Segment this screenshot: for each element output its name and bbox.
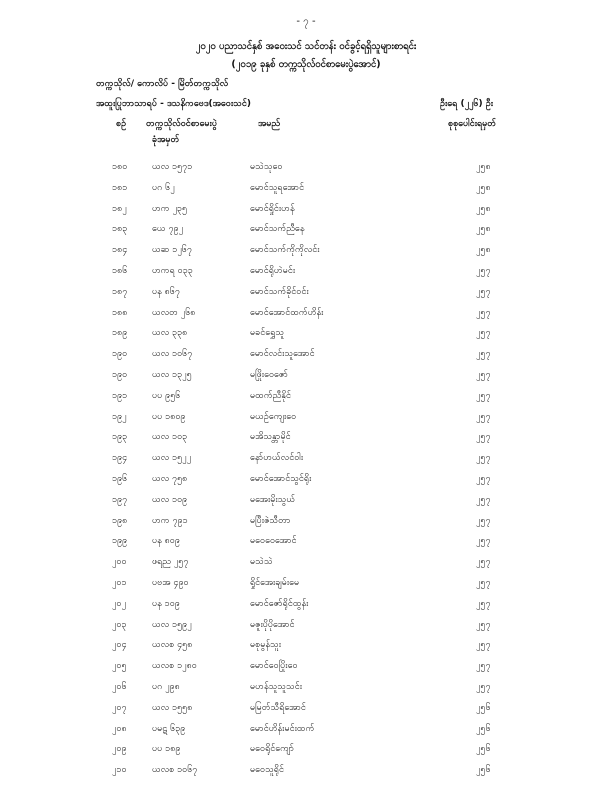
- row-number: ၁၈၄: [112, 245, 128, 256]
- total-mark: ၂၅၈: [476, 162, 491, 172]
- student-name: မောင်ဝေပြိုးဝေ: [250, 661, 298, 672]
- roll-number: ပမဋ ၆၃၉: [152, 723, 186, 734]
- student-name: မဖြိုးဝေဇော်: [250, 369, 288, 380]
- table-row: [0, 407, 612, 428]
- roll-number: ပဂ ၂၉၈: [152, 681, 180, 692]
- student-name: မအိသန္တာမိုင်: [250, 432, 291, 443]
- column-header-roll-sub: ခုံအမှတ်: [152, 135, 180, 145]
- roll-number: ပန ၁၀၉: [152, 598, 180, 609]
- row-number: ၁၈၆: [112, 265, 128, 276]
- total-mark: ၂၅၇: [476, 598, 491, 609]
- roll-number: ပဗအ ၄၉၀: [152, 577, 189, 588]
- total-mark: ၂၅၇: [476, 577, 491, 588]
- row-number: ၁၉၉: [112, 536, 128, 547]
- roll-number: ယလ ၁၃၂၅: [152, 369, 192, 380]
- row-number: ၁၉၃: [112, 432, 128, 443]
- roll-number: ယလစ ၁၂၈၀: [152, 661, 197, 672]
- row-number: ၁၉၁: [112, 390, 128, 401]
- row-number: ၁၉၄: [112, 453, 128, 464]
- total-count: ဦးရေ (၂၂၆) ဦး: [440, 99, 494, 109]
- table-row: [0, 303, 612, 324]
- total-mark: ၂၅၇: [476, 515, 491, 526]
- total-mark: ၂၅၇: [476, 328, 491, 339]
- roll-number: ယေ ၇၉၂: [152, 224, 184, 235]
- student-name: မခင်ရွှေသူ: [250, 328, 285, 339]
- column-header-name: အမည်: [258, 119, 281, 129]
- row-number: ၂၀၆: [112, 681, 127, 692]
- total-mark: ၂၅၆: [476, 744, 491, 755]
- university-line: တက္ကသိုလ်/ ကောလိပ် - မြိတ်တက္ကသိုလ်: [96, 79, 229, 89]
- row-number: ၂၀၈: [112, 723, 127, 734]
- student-table: [0, 157, 612, 781]
- column-header-no: စဉ်: [116, 119, 127, 129]
- total-mark: ၂၅၇: [476, 349, 491, 360]
- row-number: ၂၁၀: [112, 765, 127, 776]
- roll-number: ယလ ၁၅၂၂: [152, 453, 192, 464]
- total-mark: ၂၅၇: [476, 432, 491, 443]
- roll-number: ဟက ၇၉၁: [152, 515, 188, 526]
- table-row: [0, 511, 612, 532]
- roll-number: ပပ ၁၈၀၉: [152, 411, 186, 422]
- total-mark: ၂၅၇: [476, 681, 491, 692]
- row-number: ၂၀၄: [112, 640, 127, 651]
- column-header-roll: တက္ကသိုလ်ဝင်စာမေးပွဲ: [146, 119, 217, 129]
- table-row: [0, 615, 612, 636]
- student-name: မောင်ဟိန်းမင်းထက်: [250, 723, 315, 734]
- table-row: [0, 677, 612, 698]
- table-row: [0, 594, 612, 615]
- roll-number: ယလ ၁၀၆၇: [152, 349, 193, 360]
- row-number: ၁၈၇: [112, 286, 128, 297]
- table-row: [0, 698, 612, 719]
- roll-number: ဟကရ ၀၃၃: [152, 265, 193, 276]
- row-number: ၁၈၀: [112, 162, 128, 172]
- total-mark: ၂၅၇: [476, 411, 491, 422]
- row-number: ၁၈၈: [112, 307, 128, 318]
- student-name: မအေးမိုးသွယ်: [250, 494, 296, 505]
- table-row: [0, 344, 612, 365]
- row-number: ၁၉၆: [112, 473, 128, 484]
- row-number: ၁၉၈: [112, 515, 128, 526]
- table-row: [0, 365, 612, 386]
- document-title: ၂၀၂၀ ပညာသင်နှစ် အဝေးသင် သင်တန်း ဝင်ခွင့်ရရှိသူများစာရင်း: [195, 41, 417, 52]
- total-mark: ၂၅၇: [476, 286, 491, 297]
- document-subtitle: (၂၀၁၉ ခုနှစ် တက္ကသိုလ်ဝင်စာမေးပွဲအောင်): [231, 59, 381, 70]
- row-number: ၂၀၇: [112, 702, 127, 713]
- student-name: မဟန်သူသူသင်း: [250, 681, 302, 692]
- roll-number: ပပ ၉၅၆: [152, 390, 181, 401]
- row-number: ၁၉၇: [112, 494, 128, 505]
- roll-number: ယဆ ၁၂၆၇: [152, 245, 192, 256]
- student-name: မဝေရိုင်ကျော်: [250, 744, 295, 755]
- roll-number: ယလ ၁၅၇၁: [152, 162, 193, 172]
- student-name: မောင်သူရအောင်: [250, 182, 305, 193]
- student-name: မမြတ်သီရိအောင်: [250, 702, 306, 713]
- table-row: [0, 448, 612, 469]
- column-header-mark: စုစုပေါင်းရမှတ်: [448, 119, 497, 129]
- student-name: မောင်သက်ခိုင်ဝင်း: [250, 286, 309, 297]
- student-name: မဝေဝေအောင်: [250, 536, 297, 547]
- student-name: မောင်အောင်ထက်ဟိန်း: [250, 307, 324, 318]
- total-mark: ၂၅၈: [476, 182, 491, 193]
- student-name: မောင်သက်ကိုကိုလင်း: [250, 245, 320, 256]
- roll-number: ယလ ၁၀၉: [152, 494, 188, 505]
- student-name: မဝေသူရိုင်: [250, 765, 284, 776]
- roll-number: ယလ ၇၅၈: [152, 473, 188, 484]
- total-mark: ၂၅၆: [476, 765, 491, 776]
- table-row: [0, 282, 612, 303]
- table-row: [0, 199, 612, 220]
- total-mark: ၂၅၆: [476, 723, 491, 734]
- total-mark: ၂၅၇: [476, 536, 491, 547]
- student-name: မသဲသုဝေ: [250, 162, 283, 172]
- table-row: [0, 427, 612, 448]
- table-row: [0, 219, 612, 240]
- total-mark: ၂၅၇: [476, 265, 491, 276]
- row-number: ၁၈၉: [112, 328, 128, 339]
- total-mark: ၂၅၇: [476, 557, 491, 568]
- table-row: [0, 157, 612, 178]
- table-row: [0, 323, 612, 344]
- table-row: [0, 635, 612, 656]
- row-number: ၂၀၂: [112, 598, 126, 609]
- student-name: မသဲသဲ: [250, 557, 273, 568]
- student-name: မစုမွန်သူး: [250, 640, 281, 651]
- student-name: မောင်ဇော်ရိုင်ထွန်း: [250, 598, 309, 609]
- row-number: ၁၈၂: [112, 203, 127, 214]
- total-mark: ၂၅၇: [476, 619, 491, 630]
- table-row: [0, 719, 612, 740]
- total-mark: ၂၅၈: [476, 245, 491, 256]
- table-row: [0, 656, 612, 677]
- total-mark: ၂၅၇: [476, 307, 491, 318]
- table-row: [0, 760, 612, 781]
- table-row: [0, 386, 612, 407]
- student-name: မပြီးဇဲသီတာ: [250, 515, 291, 526]
- total-mark: ၂၅၆: [476, 702, 491, 713]
- table-row: [0, 178, 612, 199]
- student-name: မောင်သက်ညီနေ: [250, 224, 305, 235]
- roll-number: ဟက ၂၃၅: [152, 203, 188, 214]
- table-row: [0, 573, 612, 594]
- total-mark: ၂၅၇: [476, 640, 491, 651]
- total-mark: ၂၅၈: [476, 224, 491, 235]
- row-number: ၂၀၉: [112, 744, 127, 755]
- table-row: [0, 261, 612, 282]
- page-number: - ၇ -: [296, 16, 316, 27]
- row-number: ၁၉၀: [112, 369, 128, 380]
- student-name: မယဉ်ကျေးဝေ: [250, 411, 297, 422]
- roll-number: ယလစ ၁၀၆၇: [152, 765, 198, 776]
- table-row: [0, 739, 612, 760]
- student-name: မောင်ရိုဟဲမင်း: [250, 265, 296, 276]
- roll-number: ယလတ ၂၆၈: [152, 307, 196, 318]
- student-name: မဇူးပိုပိုအောင်: [250, 619, 295, 630]
- student-name: မောင်လင်းသူအောင်: [250, 349, 315, 360]
- roll-number: ဖရည ၂၅၇: [152, 557, 189, 568]
- student-name: နော်ဟယ်လင်ဝါး: [250, 453, 304, 464]
- total-mark: ၂၅၇: [476, 661, 491, 672]
- total-mark: ၂၅၇: [476, 453, 491, 464]
- total-mark: ၂၅၇: [476, 473, 491, 484]
- total-mark: ၂၅၇: [476, 369, 491, 380]
- student-name: မောင်ရှိုင်းဟန်: [250, 203, 295, 214]
- row-number: ၁၉၀: [112, 349, 128, 360]
- total-mark: ၂၅၇: [476, 494, 491, 505]
- row-number: ၂၀၁: [112, 577, 127, 588]
- student-name: မောင်အောင်သွင်ရိုး: [250, 473, 312, 484]
- roll-number: ယလ ၁၅၅၈: [152, 702, 193, 713]
- roll-number: ယလ ၁၅၉၂: [152, 619, 192, 630]
- row-number: ၂၀၀: [112, 557, 127, 568]
- row-number: ၁၈၃: [112, 224, 128, 235]
- table-row: [0, 240, 612, 261]
- student-name: မထက်ညီနိုင်: [250, 390, 291, 401]
- row-number: ၂၀၃: [112, 619, 127, 630]
- roll-number: ယလစ ၄၅၈: [152, 640, 193, 651]
- roll-number: ယလ ၁၀၃: [152, 432, 188, 443]
- table-row: [0, 552, 612, 573]
- total-mark: ၂၅၈: [476, 203, 491, 214]
- row-number: ၁၉၂: [112, 411, 127, 422]
- table-row: [0, 531, 612, 552]
- roll-number: ယလ ၃၃၈: [152, 328, 188, 339]
- row-number: ၂၀၅: [112, 661, 127, 672]
- roll-number: ပပ ၁၈၉: [152, 744, 181, 755]
- student-name: ရှိုင်အေးချမ်းမေ: [250, 577, 300, 588]
- subject-line: အထူးပြုဘာသာရပ် - ဒသနိကဗေဒ(အဝေးသင်): [96, 99, 251, 109]
- roll-number: ပန ၈၀၉: [152, 536, 180, 547]
- total-mark: ၂၅၇: [476, 390, 491, 401]
- roll-number: ပဂ ၆၂: [152, 182, 175, 193]
- row-number: ၁၈၁: [112, 182, 128, 193]
- roll-number: ပန ၈၆၇: [152, 286, 180, 297]
- table-row: [0, 490, 612, 511]
- table-row: [0, 469, 612, 490]
